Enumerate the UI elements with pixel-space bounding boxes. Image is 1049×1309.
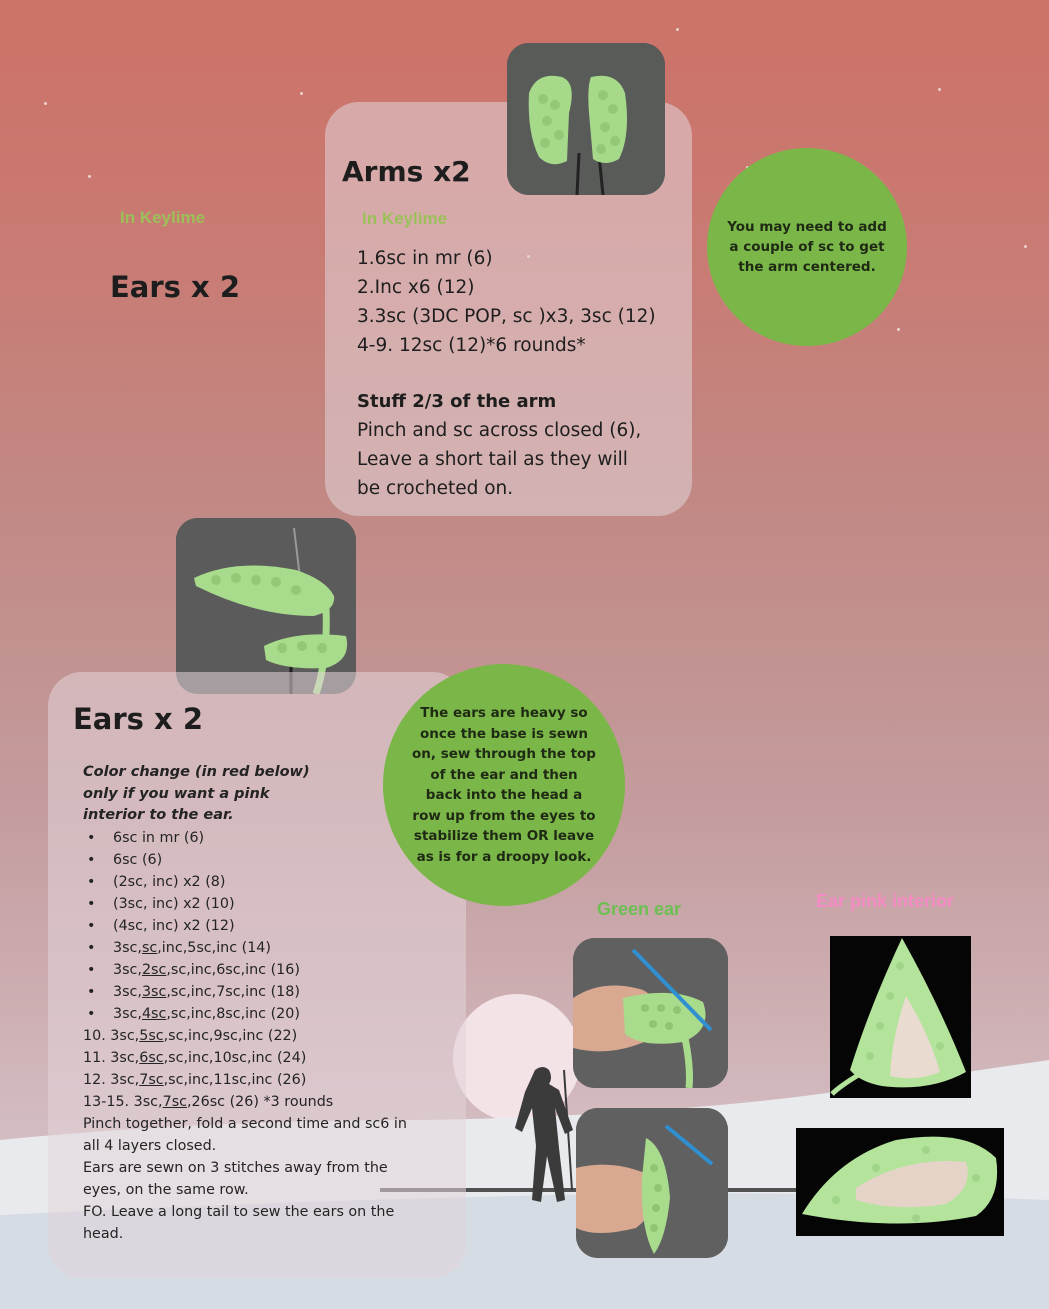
list-item: • 6sc (6) [83,849,407,871]
ears-finish-line: FO. Leave a long tail to sew the ears on the [83,1203,395,1220]
ears-finish-line: all 4 layers closed. [83,1137,217,1154]
ear-note-circle [383,664,625,906]
arms-stuff-heading: Stuff 2/3 of the arm [357,391,557,412]
arms-title: Arms x2 [342,155,471,188]
ears-row: 13-15. 3sc,7sc,26sc (26) *3 rounds [83,1093,334,1110]
ears-row: 11. 3sc,6sc,sc,inc,10sc,inc (24) [83,1049,307,1066]
keylime-label: In Keylime [120,208,206,227]
ears-finish-line: head. [83,1225,124,1242]
pink-ear-label: Ear pink interior [816,891,955,911]
ears-finish-line: eyes, on the same row. [83,1181,249,1198]
page-title: Ears x 2 [110,270,241,304]
list-item: • 6sc in mr (6) [83,827,407,849]
ears-instructions [83,762,407,1245]
pink-ear-photo-1 [830,936,971,1098]
ears-finish-line: Pinch together, fold a second time and sc6 in [83,1115,407,1132]
list-item: • (2sc, inc) x2 (8) [83,871,407,893]
list-item: • (3sc, inc) x2 (10) [83,893,407,915]
pink-ear-photo-2 [796,1128,1004,1236]
arms-step: 2.Inc x6 (12) [357,277,475,298]
green-ear-label: Green ear [597,899,682,919]
arms-instructions [357,244,656,503]
ears-step-list [83,827,407,1025]
ear-photo [176,518,356,694]
arms-keylime-label: In Keylime [362,209,448,228]
list-item: • 3sc,sc,inc,5sc,inc (14) [83,937,407,959]
arms-step: 1.6sc in mr (6) [357,248,493,269]
arms-photo [507,43,665,195]
arms-step: 4-9. 12sc (12)*6 rounds* [357,335,586,356]
green-ear-photo-1 [573,938,728,1088]
arms-finish-line: Pinch and sc across closed (6), [357,420,642,441]
list-item: • 3sc,3sc,sc,inc,7sc,inc (18) [83,981,407,1003]
ears-row: 10. 3sc,5sc,sc,inc,9sc,inc (22) [83,1027,298,1044]
list-item: • (4sc, inc) x2 (12) [83,915,407,937]
arm-note-circle [707,148,907,346]
arm-note-text: You may need to add a couple of sc to get the arm centered. [727,219,887,275]
ears-row: 12. 3sc,7sc,sc,inc,11sc,inc (26) [83,1071,307,1088]
arms-step: 3.3sc (3DC POP, sc )x3, 3sc (12) [357,306,656,327]
arms-finish-line: Leave a short tail as they will [357,449,628,470]
list-item: • 3sc,4sc,sc,inc,8sc,inc (20) [83,1003,407,1025]
arms-finish-line: be crocheted on. [357,478,514,499]
color-change-note: Color change (in red below) only if you want a pink interior to the ear. [83,764,310,823]
ears-finish-line: Ears are sewn on 3 stitches away from the [83,1159,388,1176]
ears-title: Ears x 2 [73,702,204,736]
list-item: • 3sc,2sc,sc,inc,6sc,inc (16) [83,959,407,981]
ear-note-text: The ears are heavy so once the base is sewn on, sew through the top of the ear and then back into the head a row up from the eyes to stabilize them OR leave as is for a droopy look. [412,705,596,865]
green-ear-photo-2 [576,1108,728,1258]
